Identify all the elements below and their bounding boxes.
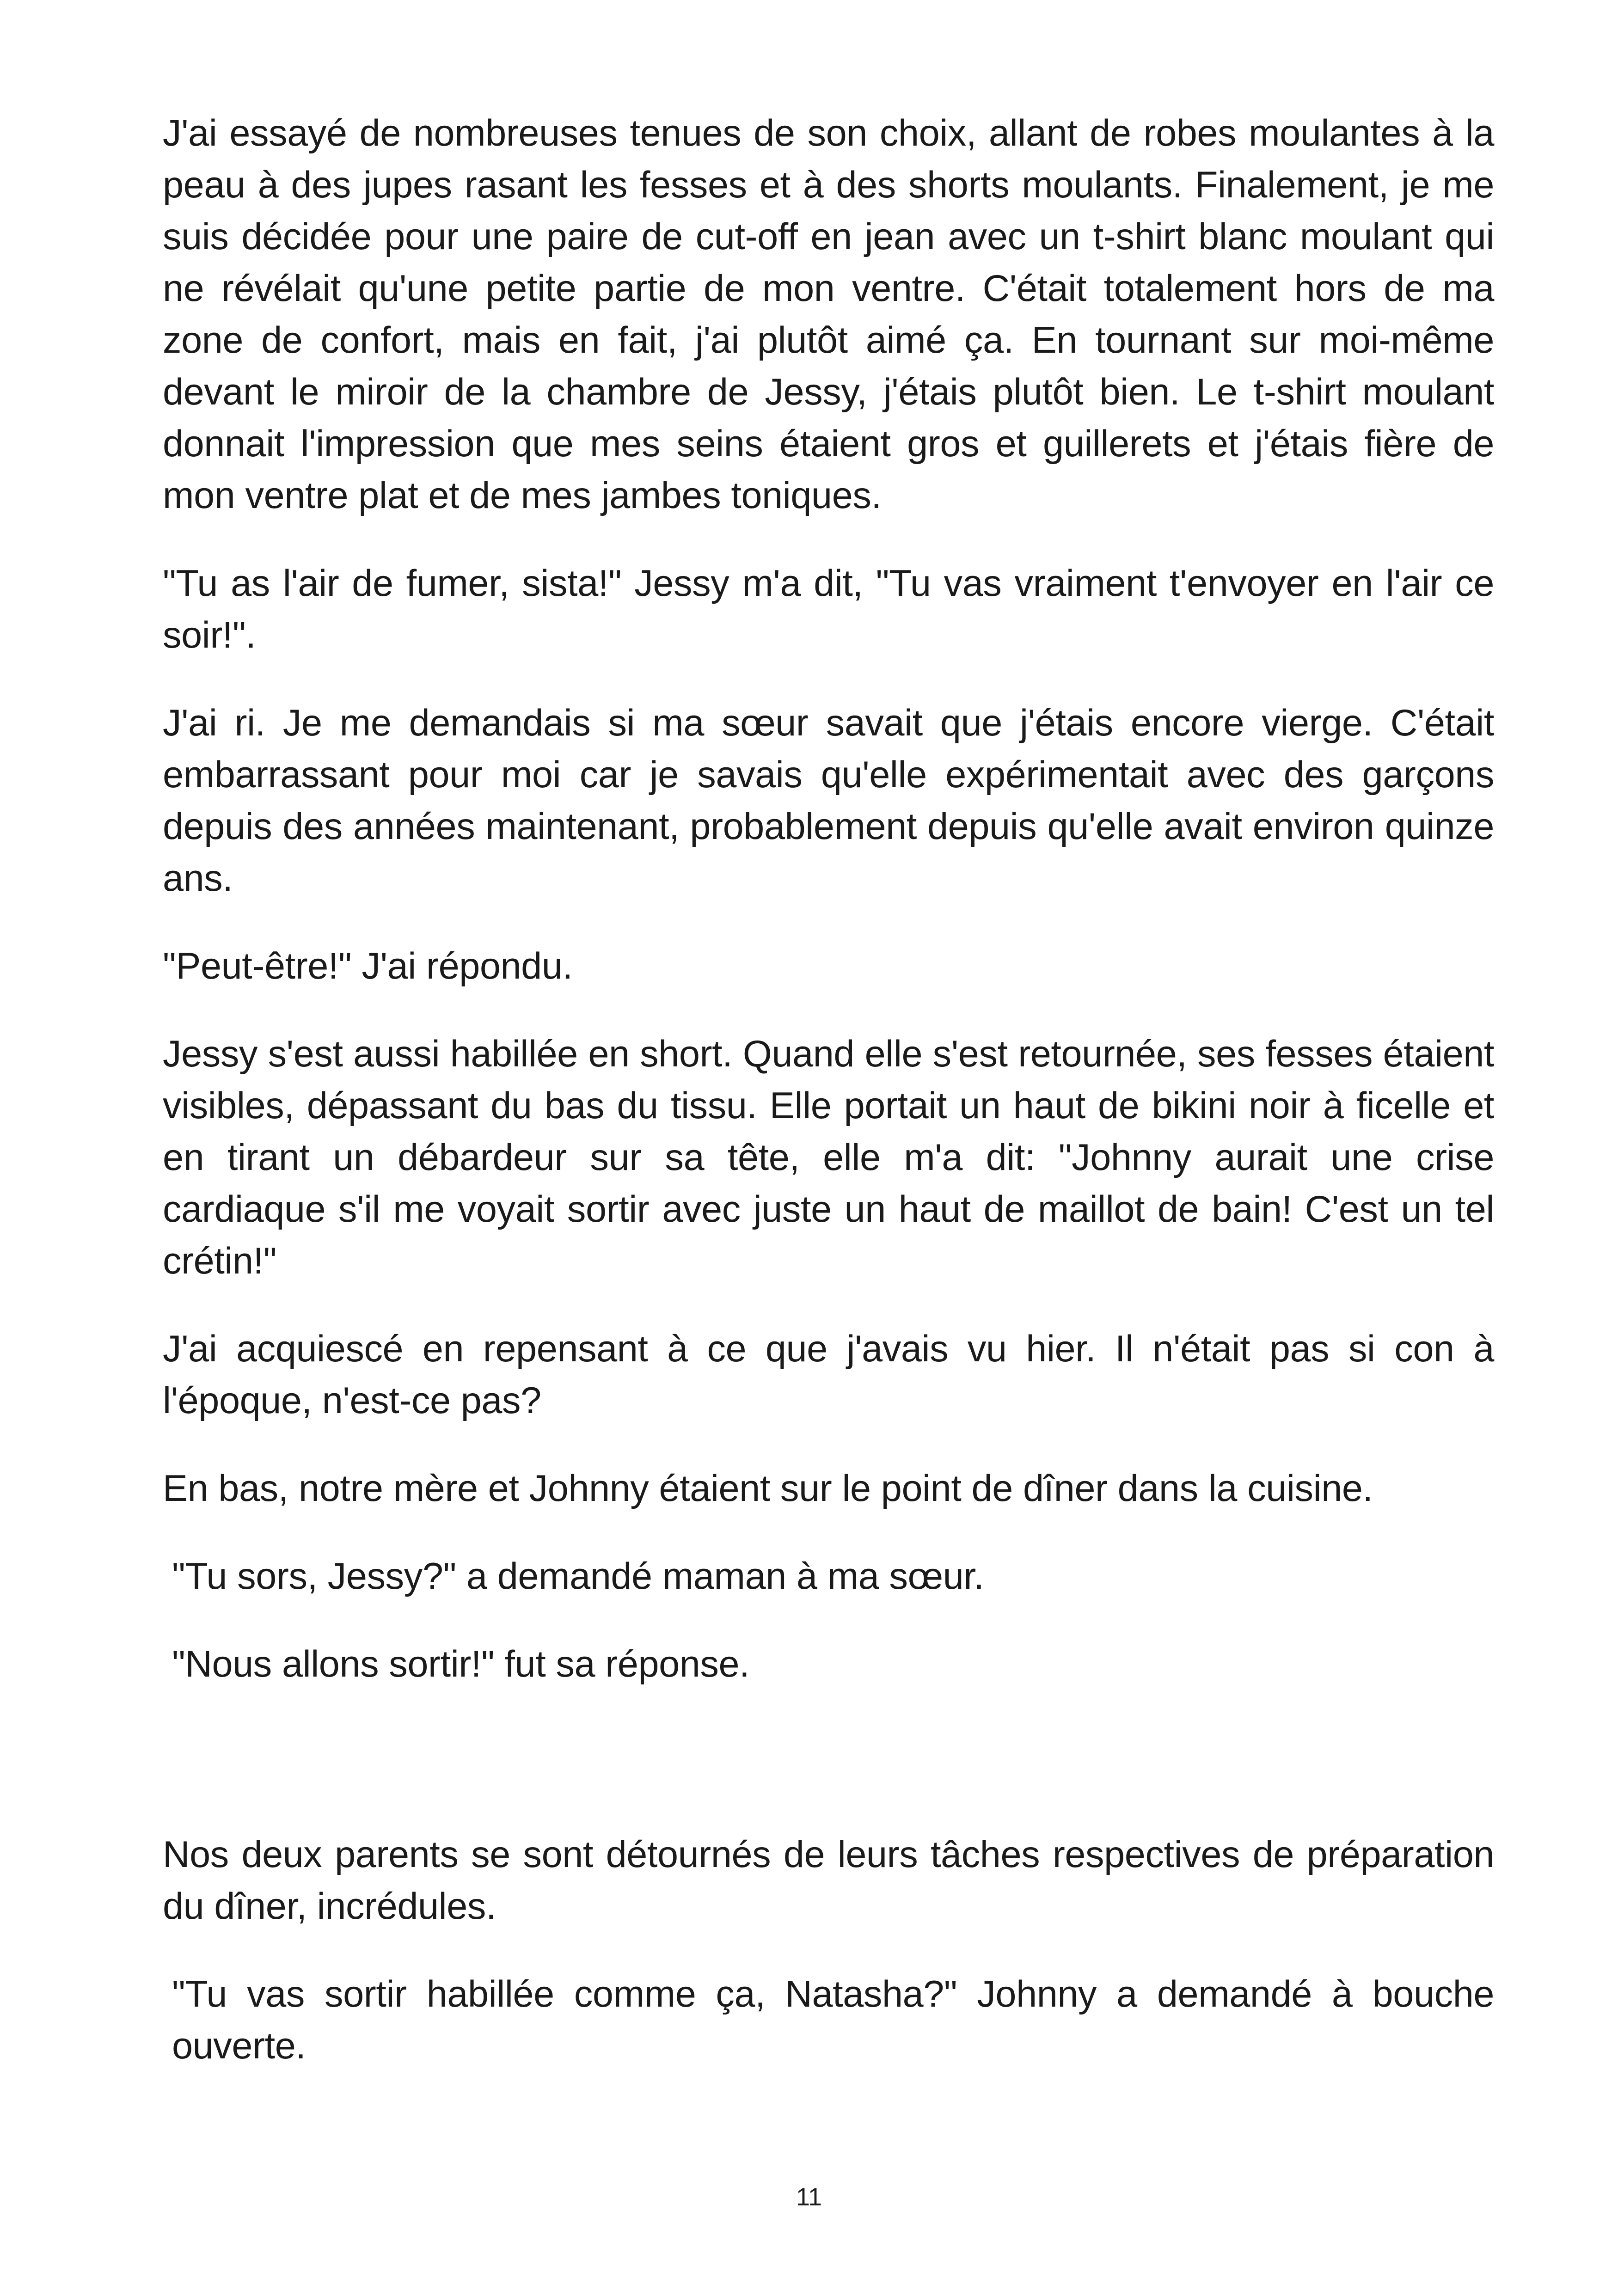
paragraph-5: Jessy s'est aussi habillée en short. Quand elle s'est retournée, ses fesses étaient visibles, dépassant du bas du tissu. Elle portait un haut de bikini noir à ficelle et en tirant un débardeur sur sa tête, elle m'a dit: "Johnny aurait une crise cardiaque s'il me voyait sortir avec juste un haut de maillot de bain! C'est un tel crétin!" bbox=[163, 1033, 1494, 1282]
paragraph-3: J'ai ri. Je me demandais si ma sœur savait que j'étais encore vierge. C'était embarrassant pour moi car je savais qu'elle expérimentait avec des garçons depuis des années maintenant, probablement depuis qu'elle avait environ quinze ans. bbox=[163, 702, 1494, 899]
paragraph-7: En bas, notre mère et Johnny étaient sur le point de dîner dans la cuisine. bbox=[163, 1468, 1373, 1509]
paragraph-4: "Peut-être!" J'ai répondu. bbox=[163, 945, 573, 987]
paragraph-1: J'ai essayé de nombreuses tenues de son choix, allant de robes moulantes à la peau à des jupes rasant les fesses et à des shorts moulants. Finalement, je me suis décidée pour une paire de cut-off en jean avec un t-shirt blanc moulant qui ne révélait qu'une petite partie de mon ventre. C'était totalement hors de ma zone de confort, mais en fait, j'ai plutôt aimé ça. En tournant sur moi-même devant le miroir de la chambre de Jessy, j'étais plutôt bien. Le t-shirt moulant donnait l'impression que mes seins étaient gros et guillerets et j'étais fière de mon ventre plat et de mes jambes toniques. bbox=[163, 112, 1494, 516]
paragraph-10: Nos deux parents se sont détournés de leurs tâches respectives de préparation du dîner, incrédules. bbox=[163, 1834, 1494, 1927]
paragraph-8: "Tu sors, Jessy?" a demandé maman à ma sœur. bbox=[172, 1555, 984, 1597]
paragraph-9: "Nous allons sortir!" fut sa réponse. bbox=[172, 1643, 750, 1685]
paragraph-2: "Tu as l'air de fumer, sista!" Jessy m'a dit, "Tu vas vraiment t'envoyer en l'air ce soir!". bbox=[163, 563, 1494, 656]
body-text bbox=[163, 107, 1494, 2108]
page-number: 11 bbox=[796, 2183, 822, 2211]
paragraph-11: "Tu vas sortir habillée comme ça, Natasha?" Johnny a demandé à bouche ouverte. bbox=[172, 1973, 1494, 2067]
paragraph-6: J'ai acquiescé en repensant à ce que j'avais vu hier. Il n'était pas si con à l'époque, n'est-ce pas? bbox=[163, 1328, 1494, 1421]
